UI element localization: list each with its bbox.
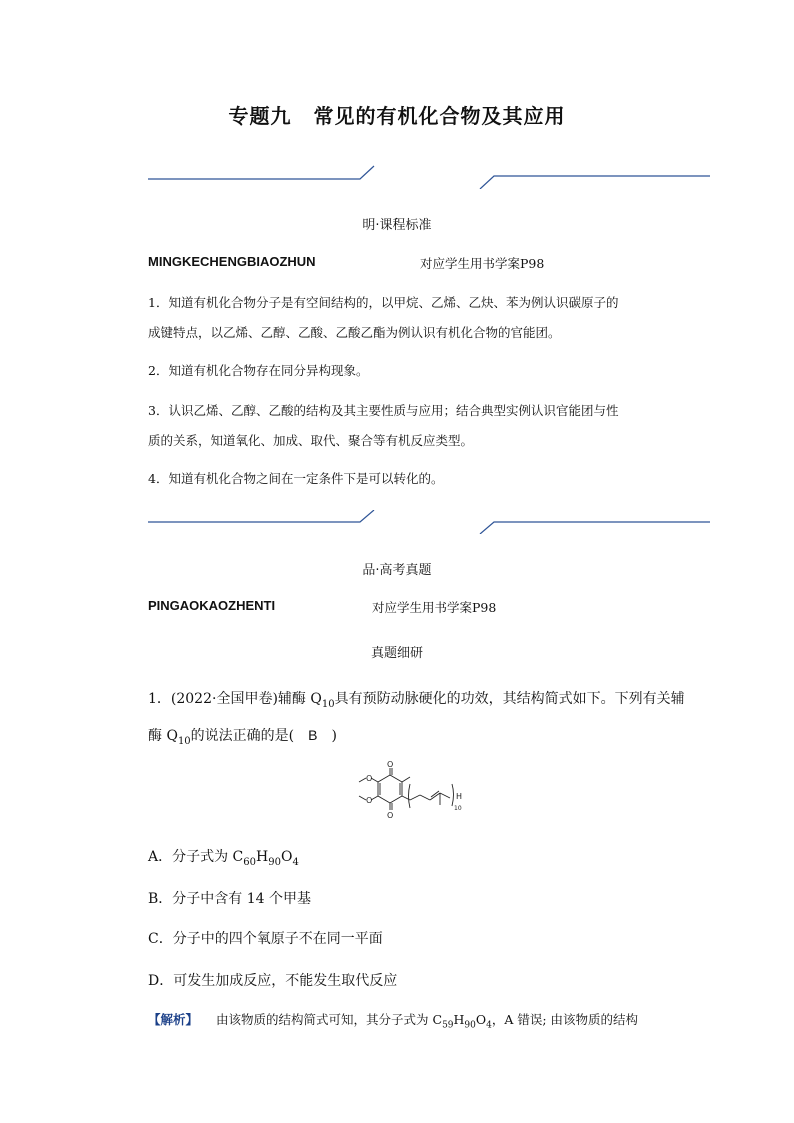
question-line2-a: 酶 Q bbox=[148, 727, 178, 744]
analysis-h: H bbox=[453, 1012, 465, 1027]
option-d: D．可发生加成反应，不能发生取代反应 bbox=[148, 973, 398, 989]
option-a-sub1: 60 bbox=[243, 856, 257, 868]
standard-item-1 bbox=[148, 288, 688, 348]
standard-item-2-line1: 2．知道有机化合物存在同分异构现象。 bbox=[148, 363, 369, 378]
option-a-h: H bbox=[256, 849, 269, 865]
question-line2-b: 的说法正确的是( bbox=[190, 727, 309, 744]
analysis-o: O bbox=[475, 1012, 487, 1027]
section1-heading: 明·课程标准 bbox=[362, 218, 432, 233]
analysis-text-b: ，A 错误; 由该物质的结构 bbox=[491, 1012, 639, 1027]
section-divider-1 bbox=[148, 165, 710, 189]
question-line2-c: ) bbox=[317, 727, 337, 744]
option-a-sub2: 90 bbox=[268, 856, 281, 868]
question-line1 bbox=[148, 684, 688, 720]
question-line2 bbox=[148, 720, 688, 757]
standard-item-2 bbox=[148, 356, 688, 386]
option-a-prefix: A．分子式为 C bbox=[148, 849, 244, 865]
standard-item-3-line2: 质的关系，知道氧化、加成、取代、聚合等有机反应类型。 bbox=[148, 433, 474, 448]
structure-o-top: O bbox=[387, 760, 394, 769]
standard-item-4 bbox=[148, 464, 688, 494]
option-a bbox=[148, 846, 299, 868]
standard-item-1-line2: 成键特点，以乙烯、乙醇、乙酸、乙酸乙酯为例认识有机化合物的官能团。 bbox=[148, 325, 561, 340]
question-line1-sub: 10 bbox=[321, 698, 335, 710]
standard-item-3-line1: 3．认识乙烯、乙醇、乙酸的结构及其主要性质与应用；结合典型实例认识官能团与性 bbox=[148, 403, 619, 418]
analysis-sub3: 4 bbox=[486, 1020, 492, 1031]
coenzyme-q10-structure bbox=[352, 760, 476, 820]
section1-pinyin: MINGKECHENGBIAOZHUN bbox=[148, 254, 316, 269]
question-answer: B bbox=[308, 726, 318, 743]
analysis-tag: 【解析】 bbox=[148, 1012, 199, 1027]
option-c: C．分子中的四个氧原子不在同一平面 bbox=[148, 931, 383, 947]
option-b: B．分子中含有 14 个甲基 bbox=[148, 891, 312, 907]
analysis-text-a: 由该物质的结构简式可知，其分子式为 C bbox=[216, 1012, 443, 1027]
analysis-sub1: 59 bbox=[442, 1020, 454, 1031]
structure-o-methoxy-top: O bbox=[366, 774, 373, 783]
option-a-sub3: 4 bbox=[292, 856, 299, 868]
section2-pinyin: PINGAOKAOZHENTI bbox=[148, 598, 276, 613]
section2-heading: 品·高考真题 bbox=[362, 563, 432, 578]
question-line1-b: 具有预防动脉硬化的功效，其结构简式如下。下列有关辅 bbox=[334, 691, 685, 707]
title-part1: 专题九 bbox=[228, 104, 292, 128]
analysis-sub2: 90 bbox=[464, 1020, 476, 1031]
section2-reference: 对应学生用书学案P98 bbox=[372, 600, 497, 615]
question-line1-a: 1．(2022·全国甲卷)辅酶 Q bbox=[148, 691, 322, 707]
standard-item-4-line1: 4．知道有机化合物之间在一定条件下是可以转化的。 bbox=[148, 471, 444, 486]
standard-item-3 bbox=[148, 396, 688, 456]
standard-item-1-line1: 1．知道有机化合物分子是有空间结构的，以甲烷、乙烯、乙炔、苯为例认识碳原子的 bbox=[148, 295, 619, 310]
structure-o-bottom: O bbox=[387, 811, 394, 820]
question-stem bbox=[148, 684, 688, 757]
section2-subheading: 真题细研 bbox=[370, 646, 423, 661]
section-divider-2 bbox=[148, 510, 710, 534]
title-part2: 常见的有机化合物及其应用 bbox=[313, 104, 566, 128]
page-title bbox=[0, 100, 794, 129]
structure-o-methoxy-bottom: O bbox=[366, 796, 373, 805]
analysis bbox=[148, 1010, 688, 1031]
structure-h: H bbox=[456, 792, 463, 801]
question-line2-sub: 10 bbox=[177, 735, 191, 747]
section1-reference: 对应学生用书学案P98 bbox=[420, 256, 545, 271]
option-a-o: O bbox=[280, 849, 293, 865]
structure-n: 10 bbox=[454, 805, 462, 812]
